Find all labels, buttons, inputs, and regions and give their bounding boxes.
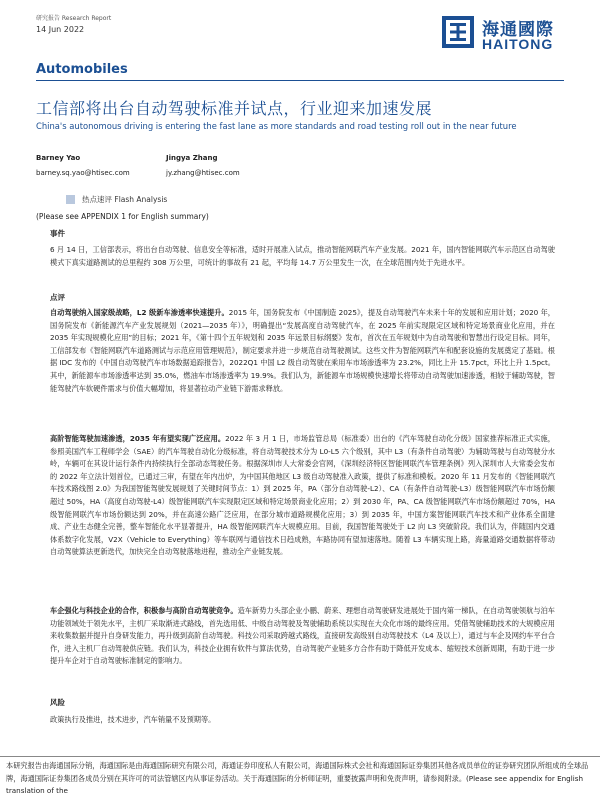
author-2-name: Jingya Zhang [166,154,218,162]
author-1-name: Barney Yao [36,154,81,162]
english-summary-note: (Please see APPENDIX 1 for English summary) [36,212,209,221]
logo-text-en: HAITONG [482,36,554,52]
paragraph-cooperation: 车企强化与科技企业的合作，积极参与高阶自动驾驶竞争。造车新势力头部企业小鹏、蔚来、理想自动驾驶研发进展处于国内第一梯队，在自动驾驶领航与泊车功能领域处于领先水平，主机厂采取渐进式路线，首先选用低、中级自动驾驶及驾驶辅助系统以实现在大众化市场的最终应用。凭借驾驶辅助技术的大规模应用来收集数据并提升自身研发能力，再升级到高阶自动驾驶。科技公司采取跨越式路线，直接研发高级别自动驾驶技术（L4 及以上），通过与车企及网约车平台合作，进入主机厂自动驾驶供应链。我们认为，科技企业拥有软件与算法优势，自动驾驶产业链多方合作有助于降低开发成本、缩短技术创新周期，有助于进一步提升车企对于自动驾驶标准制定的影响力。 [50,606,555,666]
report-date: 14 Jun 2022 [36,25,85,34]
comment-heading: 点评 [50,293,65,302]
flash-analysis-tag [66,193,266,207]
event-heading: 事件 [50,229,65,238]
event-paragraph: 6 月 14 日，工信部表示，将出台自动驾驶、信息安全等标准，适时开展准入试点，推动智能网联汽车产业发展。2021 年，国内智能网联汽车示范区自动驾驶模式下真实道路测试的总里程约 308 万公里，可统计的事故有 21 起，平均每 14.7 万公里发生一次，在全球范围内处于先进水平。 [50,245,555,267]
report-title-cn: 工信部将出台自动驾驶标准并试点，行业迎来加速发展 [36,99,433,118]
report-title-en: China's autonomous driving is entering the fast lane as more standards and road testing roll out in the near future [36,121,517,131]
sector-heading: Automobiles [36,62,128,77]
footer-disclaimer: 本研究报告由海通国际分销，海通国际是由海通国际研究有限公司，海通证券印度私人有限公司，海通国际株式会社和海通国际证券集团其他各成员单位的证券研究团队所组成的全球品牌，海通国际证券集团各成员分别在其许可的司法管辖区内从事证券活动。关于海通国际的分析师证明，重要披露声明和免责声明，请参阅附录。(Please see appendix for English translation of the [6,761,589,796]
risk-paragraph: 政策执行及推进，技术进步，汽车销量不及预期等。 [50,715,216,724]
haitong-logo-icon [442,16,474,48]
paragraph-high-level-driving: 高阶智能驾驶加速渗透，2035 年有望实现广泛应用。2022 年 3 月 1 日，市场监管总局（标准委）出台的《汽车驾驶自动化分级》国家推荐标准正式实施，参照美国汽车工程师学会（SAE）的汽车驾驶自动化分级标准，将自动驾驶技术分为 L0-L5 六个级别，其中 L3（有条件自动驾驶）为辅助驾驶与自动驾驶分水岭，车辆可在其设计运行条件内持续执行全部动态驾驶任务。根据深圳市人大常委会官网，《深圳经济特区智能网联汽车管理条例》列入深圳市人大常委会发布的 2022 年立法计划首位，已通过三审，有望在年内出炉，为中国其他地区 L3 级自动驾驶准入政策，提供了标准和模板。2020 年 11 月发布的《智能网联汽车技术路线图 2.0》为我国智能驾驶发展规划了关键时间节点：1）到 2025 年，PA（部分自动驾驶-L2）、CA（有条件自动驾驶-L3）级智能网联汽车市场份额超过 50%，HA（高度自动驾驶-L4）级智能网联汽车实现限定区域和特定场景商业化应用；2）到 2030 年，PA、CA 级智能网联汽车市场份额超过 70%，HA 级智能网联汽车市场份额达到 20%，并在高速公路广泛应用，在部分城市道路规模化应用；3）到 2035 年，中国方案智能网联汽车技术和产业体系全面建成、产业生态健全完善，整车智能化水平显著提升，HA 级智能网联汽车大规模应用。目前，我国智能驾驶处于 L2 向 L3 突破阶段。我们认为，伴随国内交通体系数字化发展，V2X（Vehicle to Everything）等车联网与通信技术日趋成熟，车路协同有望加速落地。随着 L3 车辆实现上路，海量道路交通数据将带动自动驾驶算法更新迭代，加快完全自动驾驶落地进程，推动全产业链发展。 [50,434,555,557]
author-1-email[interactable]: barney.sq.yao@htisec.com [36,169,130,177]
tag-marker [66,195,75,204]
tag-label: 热点速评 Flash Analysis [82,195,168,204]
author-2-email[interactable]: jy.zhang@htisec.com [166,169,240,177]
paragraph-strategy: 自动驾驶纳入国家级战略，L2 级新车渗透率快速提升。2015 年，国务院发布《中国制造 2025》，提及自动驾驶汽车未来十年的发展和应用计划；2020 年，国务院发布《新能源汽车产业发展规划（2021—2035 年）》，明确提出“发展高度自动驾驶汽车，在 2025 年前实现限定区域和特定场景商业化应用，并在 2035 年实现规模化应用”的目标；2021 年，《第十四个五年规划和 2035 年远景目标纲要》发布，首次在五年规划中为自动驾驶和智慧出行设定目标。同年，工信部发布《智能网联汽车道路测试与示范应用管理规范》，制定要求并进一步规范自动驾驶测试。这些文件为智能网联汽车和配套设施的发展奠定了基础。根据 IDC 发布的《中国自动驾驶汽车市场数据追踪报告》，2022Q1 中国 L2 级自动驾驶在乘用车市场渗透率为 23.2%，同比上升 15.7pct，环比上升 1.5pct。其中，新能源车市场渗透率达到 35.0%，燃油车市场渗透率为 19.9%。我们认为，新能源车市场规模快速增长将带动自动驾驶加速渗透，相较于辅助驾驶，智能驾驶汽车软硬件需求与价值大幅增加，将显著拉动产业链下游需求释放。 [50,308,555,393]
footer-divider [0,756,600,757]
haitong-logo [442,12,592,52]
risk-heading: 风险 [50,698,65,707]
logo-text-cn: 海通國際 [482,20,554,40]
report-type-label: 研究报告 Research Report [36,15,112,22]
header-divider [36,80,564,81]
